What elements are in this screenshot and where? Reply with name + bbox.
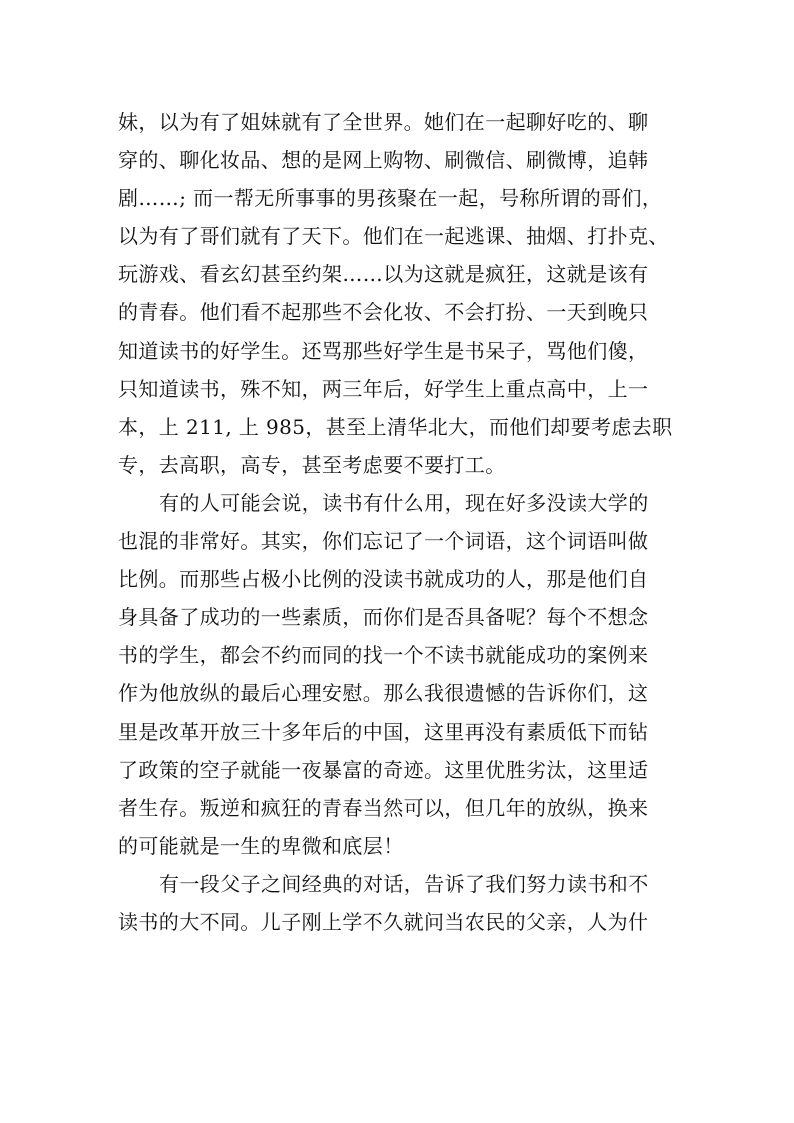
text-line: 玩游戏、看玄幻甚至约架……以为这就是疯狂，这就是该有: [118, 262, 649, 287]
text-line: 的青春。他们看不起那些不会化妆、不会打扮、一天到晚只: [118, 300, 649, 325]
text-line: 以为有了哥们就有了天下。他们在一起逃课、抽烟、打扑克、: [118, 224, 669, 249]
text-line: 知道读书的好学生。还骂那些好学生是书呆子，骂他们傻，: [118, 338, 649, 363]
text-line: 只知道读书，殊不知，两三年后，好学生上重点高中，上一: [118, 376, 649, 401]
text-line: 里是改革开放三十多年后的中国，这里再没有素质低下而钻: [118, 719, 649, 744]
text-line: 妹，以为有了姐妹就有了全世界。她们在一起聊好吃的、聊: [118, 110, 649, 134]
text-line: 书的学生，都会不约而同的找一个不读书就能成功的案例来: [118, 643, 649, 668]
text-line: 剧……; 而一帮无所事事的男孩聚在一起，号称所谓的哥们，: [118, 186, 663, 211]
text-line: 者生存。叛逆和疯狂的青春当然可以，但几年的放纵，换来: [118, 795, 649, 820]
body-text: [118, 103, 683, 941]
text-line: 比例。而那些占极小比例的没读书就成功的人，那是他们自: [118, 567, 649, 592]
paragraph-start-line: 有的人可能会说，读书有什么用，现在好多没读大学的: [159, 490, 649, 515]
text-line: 作为他放纵的最后心理安慰。那么我很遗憾的告诉你们，这: [118, 681, 649, 706]
text-line: 的可能就是一生的卑微和底层！: [118, 833, 404, 858]
text-line: 穿的、聊化妆品、想的是网上购物、刷微信、刷微博，追韩: [118, 148, 649, 173]
paragraph-start-line: 有一段父子之间经典的对话，告诉了我们努力读书和不: [159, 871, 649, 896]
text-line: 读书的大不同。儿子刚上学不久就问当农民的父亲，人为什: [118, 909, 649, 934]
text-line: 了政策的空子就能一夜暴富的奇迹。这里优胜劣汰，这里适: [118, 757, 649, 782]
text-line: 专，去高职，高专，甚至考虑要不要打工。: [118, 452, 506, 477]
text-line: 身具备了成功的一些素质，而你们是否具备呢？每个不想念: [118, 605, 649, 630]
text-line: 本，上 211, 上 985，甚至上清华北大，而他们却要考虑去职: [118, 414, 673, 439]
text-line: 也混的非常好。其实，你们忘记了一个词语，这个词语叫做: [118, 529, 649, 554]
